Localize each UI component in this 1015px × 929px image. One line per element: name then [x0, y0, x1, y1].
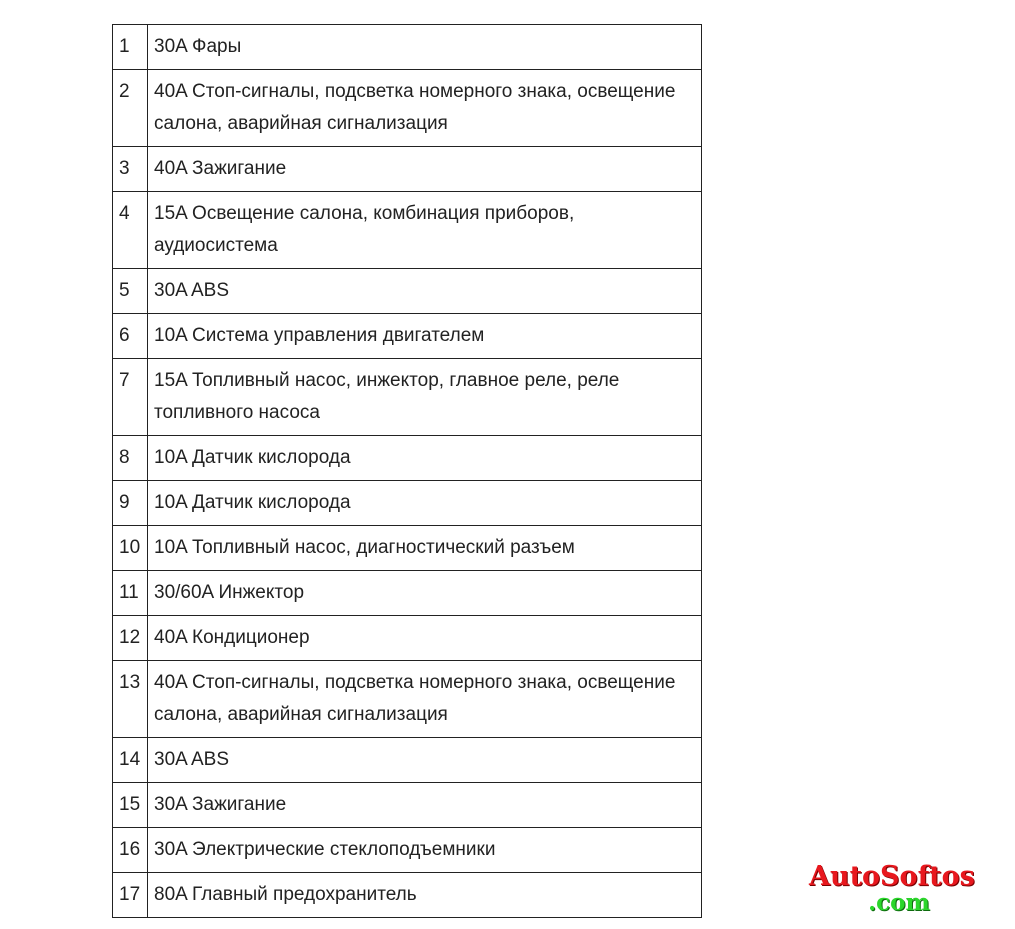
fuse-number: 13: [113, 661, 148, 738]
fuse-description: 30A Электрические стеклоподъемники: [148, 828, 702, 873]
fuse-description: 30A Зажигание: [148, 783, 702, 828]
fuse-description: 40A Зажигание: [148, 147, 702, 192]
fuse-description: 10A Топливный насос, диагностический разъем: [148, 526, 702, 571]
fuse-number: 12: [113, 616, 148, 661]
table-row: [113, 25, 702, 70]
watermark-logo: [809, 862, 1009, 914]
fuse-description: 10A Датчик кислорода: [148, 481, 702, 526]
fuse-number: 4: [113, 192, 148, 269]
table-row: [113, 436, 702, 481]
fuse-number: 10: [113, 526, 148, 571]
table-row: [113, 616, 702, 661]
table-row: [113, 481, 702, 526]
table-row: [113, 359, 702, 436]
fuse-description: 30/60A Инжектор: [148, 571, 702, 616]
table-row: [113, 192, 702, 269]
fuse-description: 30A Фары: [148, 25, 702, 70]
table-row: [113, 661, 702, 738]
fuse-description: 40A Кондиционер: [148, 616, 702, 661]
fuse-number: 11: [113, 571, 148, 616]
fuse-description: 10A Датчик кислорода: [148, 436, 702, 481]
fuse-description: 80A Главный предохранитель: [148, 873, 702, 918]
fuse-number: 14: [113, 738, 148, 783]
fuse-number: 5: [113, 269, 148, 314]
fuse-number: 15: [113, 783, 148, 828]
table-row: [113, 269, 702, 314]
table-row: [113, 147, 702, 192]
table-row: [113, 314, 702, 359]
table-row: [113, 526, 702, 571]
fuse-table: [112, 24, 702, 918]
fuse-description: 30A ABS: [148, 738, 702, 783]
fuse-number: 16: [113, 828, 148, 873]
table-row: [113, 70, 702, 147]
fuse-number: 8: [113, 436, 148, 481]
watermark-main-text: AutoSoftos: [809, 861, 975, 892]
table-row: [113, 738, 702, 783]
fuse-description: 10A Система управления двигателем: [148, 314, 702, 359]
fuse-number: 9: [113, 481, 148, 526]
fuse-number: 6: [113, 314, 148, 359]
fuse-description: 15A Освещение салона, комбинация приборов, аудиосистема: [148, 192, 702, 269]
fuse-number: 1: [113, 25, 148, 70]
table-row: [113, 783, 702, 828]
table-row: [113, 571, 702, 616]
watermark-domain-text: .com: [868, 889, 930, 916]
table-row: [113, 828, 702, 873]
fuse-number: 3: [113, 147, 148, 192]
fuse-description: 30A ABS: [148, 269, 702, 314]
fuse-number: 2: [113, 70, 148, 147]
fuse-number: 17: [113, 873, 148, 918]
fuse-description: 15A Топливный насос, инжектор, главное реле, реле топливного насоса: [148, 359, 702, 436]
fuse-description: 40A Стоп-сигналы, подсветка номерного знака, освещение салона, аварийная сигнализация: [148, 70, 702, 147]
fuse-description: 40A Стоп-сигналы, подсветка номерного знака, освещение салона, аварийная сигнализация: [148, 661, 702, 738]
table-row: [113, 873, 702, 918]
fuse-number: 7: [113, 359, 148, 436]
